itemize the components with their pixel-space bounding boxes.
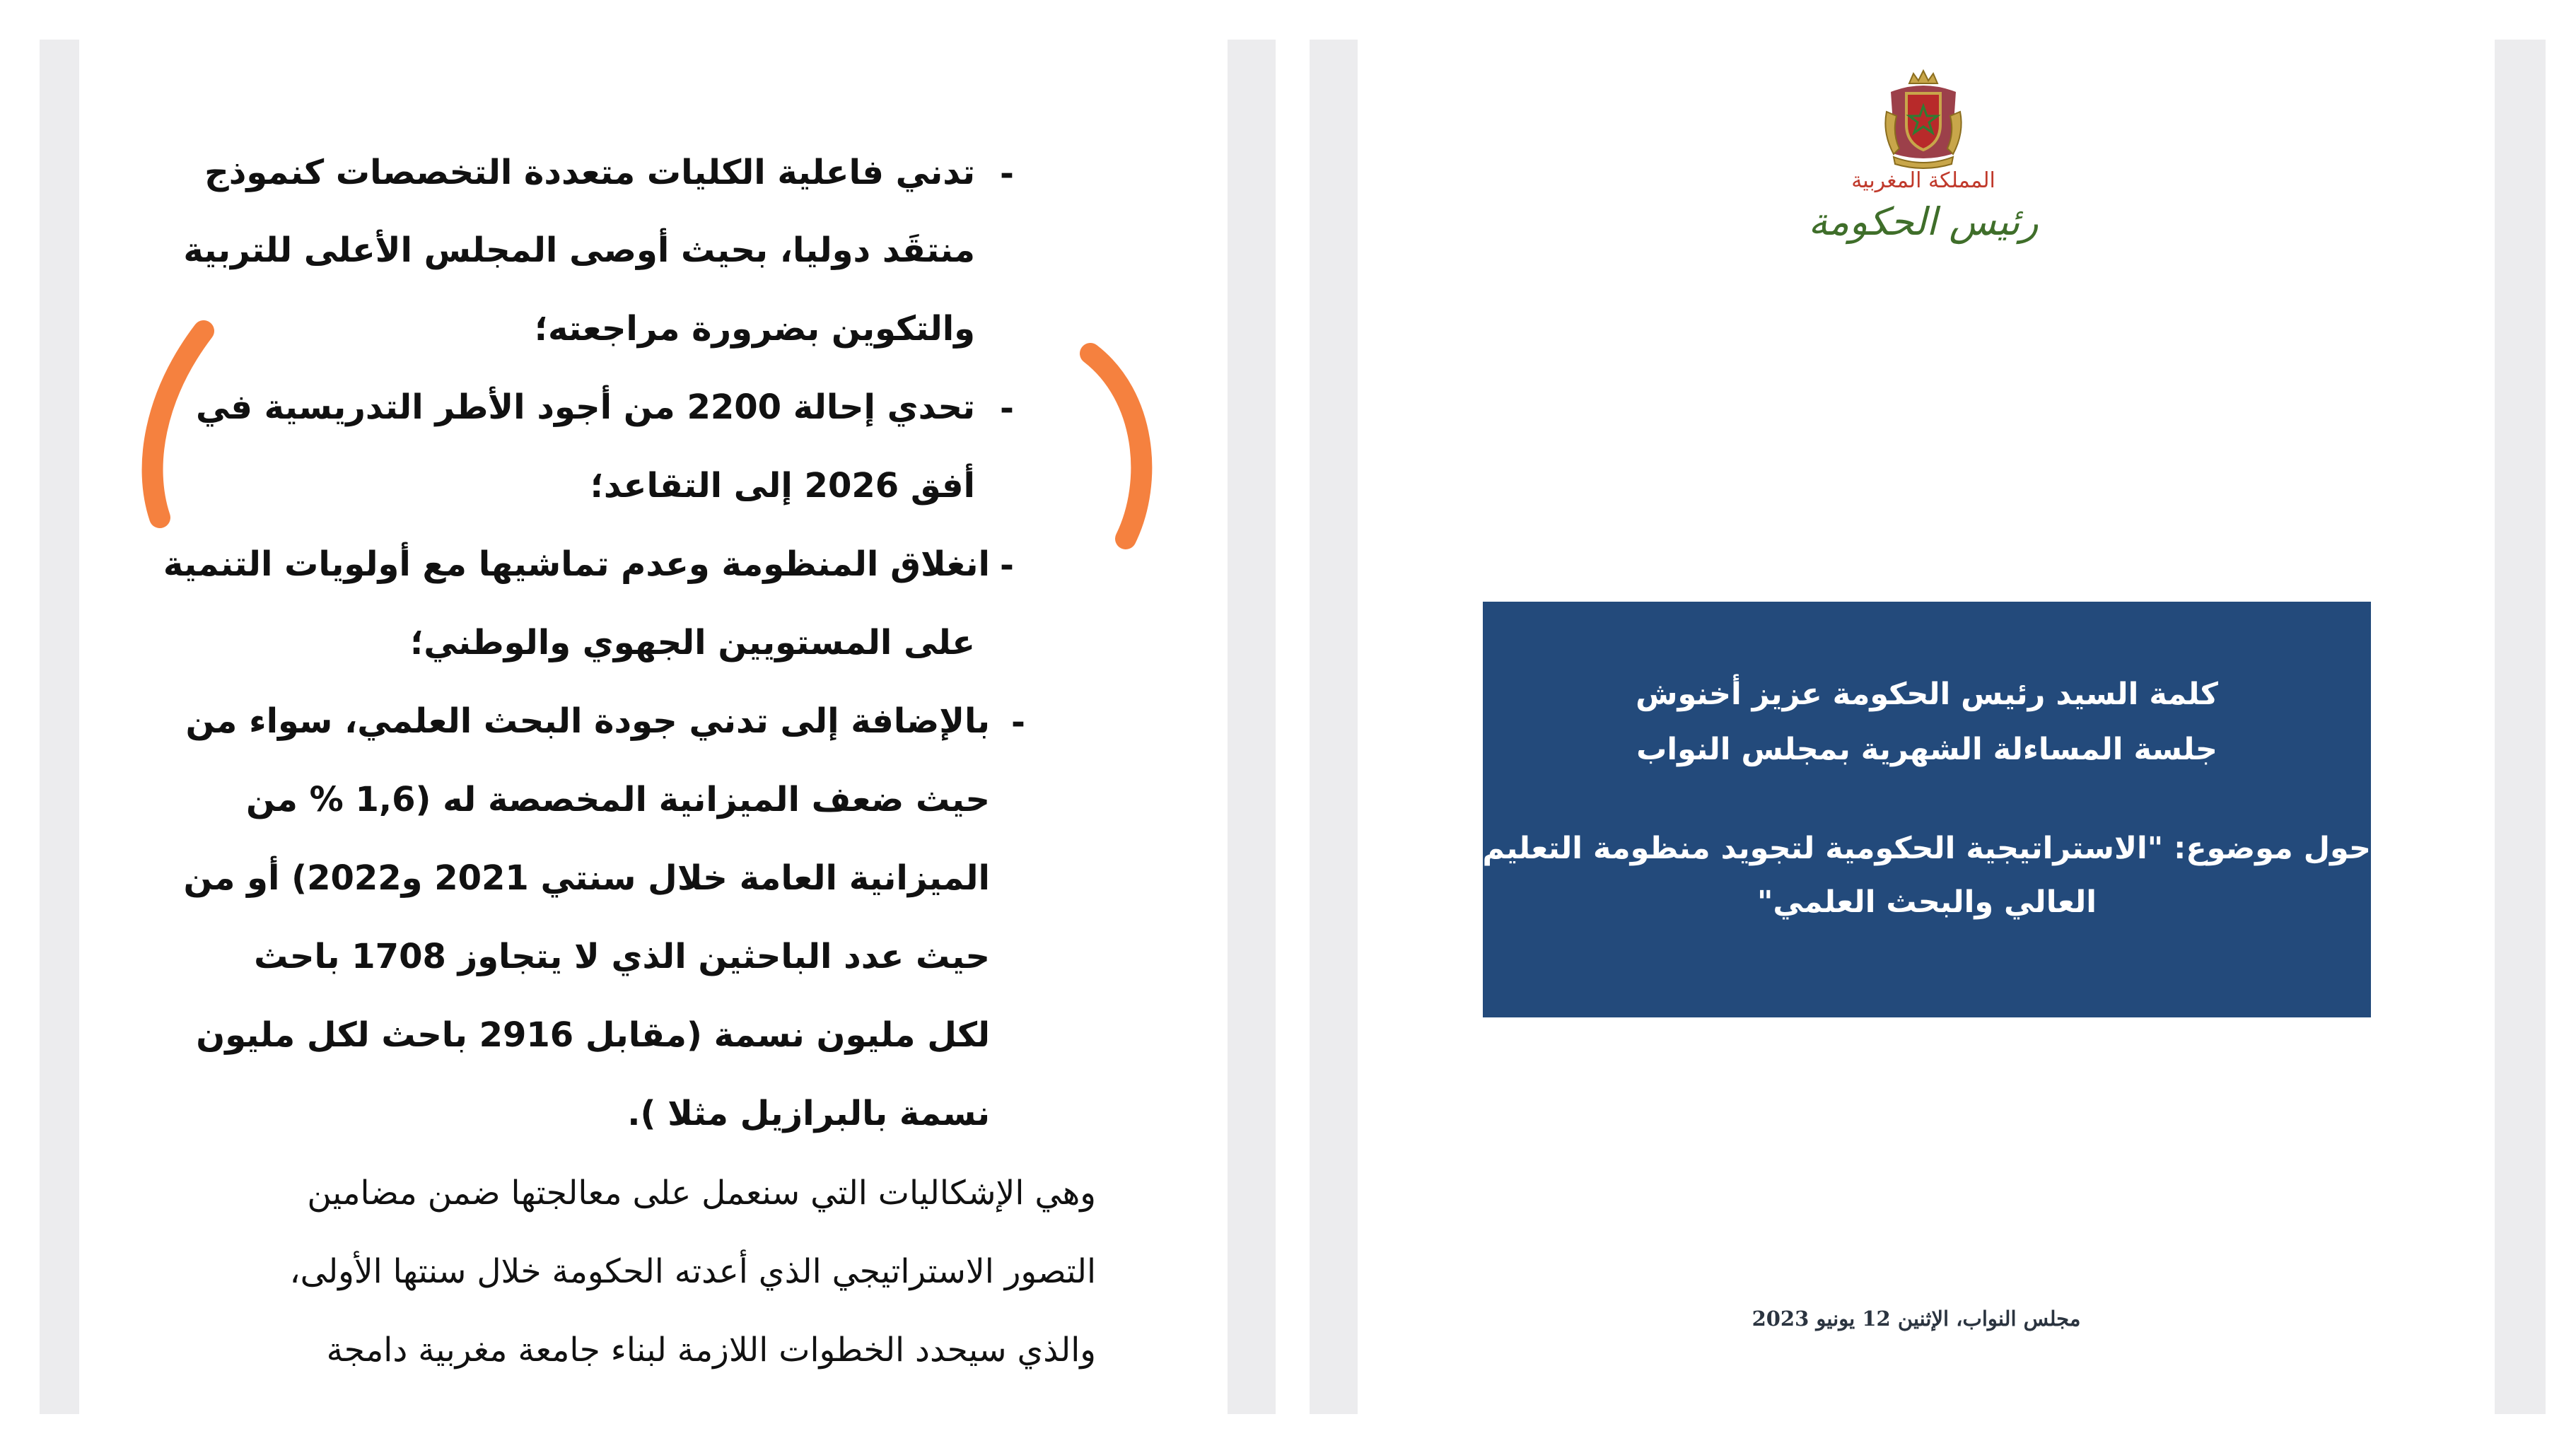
body-text-line: أفق 2026 إلى التقاعد؛ bbox=[590, 466, 975, 506]
center-gap-strip-left bbox=[1228, 40, 1276, 1414]
royal-coat-of-arms-logo bbox=[1881, 69, 1966, 168]
bullet-marker: - bbox=[1000, 154, 1014, 194]
body-text-line: حيث ضعف الميزانية المخصصة له (1,6 % من bbox=[246, 780, 990, 819]
speech-title-box bbox=[1483, 602, 2371, 1017]
bullet-marker: - bbox=[1000, 546, 1014, 585]
speech-session-line: جلسة المساءلة الشهرية بمجلس النواب bbox=[1636, 732, 2217, 767]
bullet-marker: - bbox=[1000, 389, 1014, 428]
body-text-line: حيث عدد الباحثين الذي لا يتجاوز 1708 باحث bbox=[254, 937, 990, 976]
body-text-line: وهي الإشكاليات التي سنعمل على معالجتها ضمن مضامين bbox=[307, 1174, 1096, 1213]
body-text-line: والتكوين بضرورة مراجعته؛ bbox=[534, 309, 975, 349]
body-text-line: انغلاق المنظومة وعدم تماشيها مع أولويات التنمية bbox=[163, 544, 990, 584]
body-text-line: التصور الاستراتيجي الذي أعدته الحكومة خلال سنتها الأولى، bbox=[289, 1252, 1096, 1291]
body-text-line: لكل مليون نسمة (مقابل 2916 باحث لكل مليون bbox=[196, 1015, 990, 1055]
speech-title-line: كلمة السيد رئيس الحكومة عزيز أخنوش bbox=[1636, 677, 2218, 712]
body-text-line: تحدي إحالة 2200 من أجود الأطر التدريسية في bbox=[195, 387, 975, 427]
body-text-line: بالإضافة إلى تدني جودة البحث العلمي، سواء من bbox=[185, 701, 990, 741]
body-text-line: والذي سيحدد الخطوات اللازمة لبناء جامعة مغربية دامجة bbox=[326, 1331, 1096, 1370]
annotation-bracket-left bbox=[127, 311, 226, 537]
body-text-line: منتقَد دوليا، بحيث أوصى المجلس الأعلى للتربية bbox=[183, 230, 975, 270]
speech-topic-line-2: العالي والبحث العلمي" bbox=[1756, 884, 2097, 920]
office-name-label: رئيس الحكومة bbox=[1808, 199, 2039, 244]
body-text-line: على المستويين الجهوي والوطني؛ bbox=[410, 623, 975, 662]
body-text-line: الميزانية العامة خلال سنتي 2021 و2022) أو من bbox=[183, 858, 990, 898]
center-gap-strip-right bbox=[1310, 40, 1358, 1414]
right-page-margin-strip bbox=[2495, 40, 2546, 1414]
bullet-marker: - bbox=[1011, 703, 1025, 742]
body-text-line: تدني فاعلية الكليات متعددة التخصصات كنموذج bbox=[204, 153, 975, 192]
date-location-footer: مجلس النواب، الإثنين 12 يونيو 2023 bbox=[1752, 1307, 2081, 1331]
country-name-label: المملكة المغربية bbox=[1851, 168, 1995, 193]
speech-topic-line: حول موضوع: "الاستراتيجية الحكومية لتجويد منظومة التعليم bbox=[1482, 831, 2371, 866]
body-text-line: نسمة بالبرازيل مثلا ). bbox=[627, 1094, 990, 1133]
left-page-margin-strip bbox=[40, 40, 79, 1414]
annotation-bracket-right bbox=[1075, 339, 1174, 566]
